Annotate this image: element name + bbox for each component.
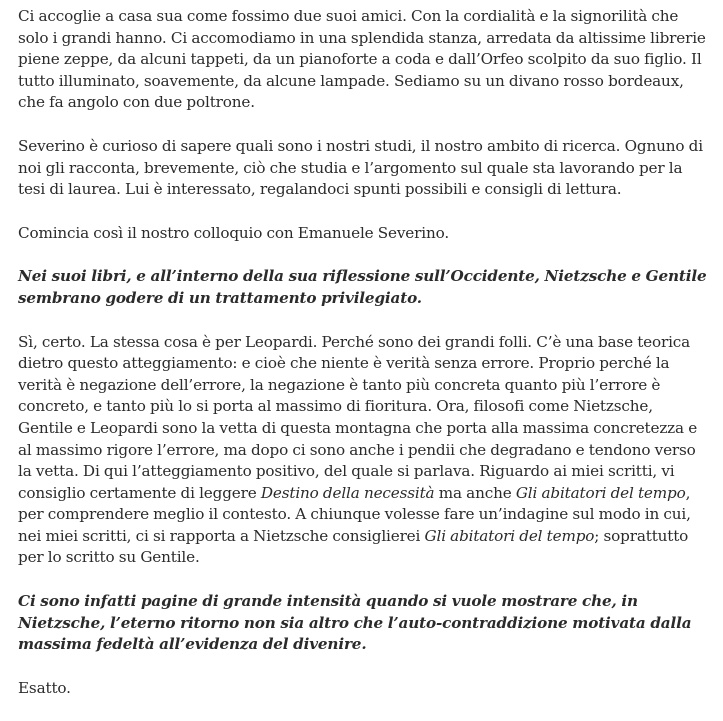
answer-text-2: ma anche <box>434 483 516 502</box>
answer-text-3: , per comprendere meglio il contesto. A chiunque volesse fare un’indagine sul modo in cui, nei miei scritti, ci si rapporta a Nietzsche consiglierei <box>18 483 691 545</box>
interview-question-1: Nei suoi libri, e all’interno della sua riflessione sull’Occidente, Nietzsche e Gentile sembrano godere di un trattamento privilegiato. <box>18 267 707 307</box>
context-paragraph: Severino è curioso di sapere quali sono i nostri studi, il nostro ambito di ricerca. Ognuno di noi gli racconta, brevemente, ciò che studia e l’argomento sul quale sta lavorando per la tesi di laurea. Lui è interessato, regalandoci spunti possibili e consigli di lettura. <box>18 136 703 199</box>
answer-text-4: ; soprattutto per lo scritto su Gentile. <box>18 526 689 567</box>
answer-text-1: Sì, certo. La stessa cosa è per Leopardi. Perché sono dei grandi folli. C’è una base teorica dietro questo atteggiamento: e cioè che niente è verità senza errore. Proprio perché la verità è negazione dell’errore, la negazione è tanto più concreta quanto più l’errore è concreto, e tanto più lo si porta al massimo di fioritura. Ora, filosofi come Nietzsche, Gentile e Leopardi sono la vetta di questa montagna che porta alla massima concretezza e al massimo rigore l’errore, ma dopo ci sono anche i pendii che degradano e tendono verso la vetta. Di qui l’atteggiamento positivo, del quale si parlava. Riguardo ai miei scritti, vi consiglio certamente di leggere <box>18 332 698 502</box>
interview-question-2: Ci sono infatti pagine di grande intensità quando si vuole mostrare che, in Nietzsche, l’eterno ritorno non sia altro che l’auto-contraddizione motivata dalla massima fedeltà all’evidenza del divenire. <box>18 592 692 654</box>
transition-paragraph: Comincia così il nostro colloquio con Emanuele Severino. <box>18 223 450 242</box>
book-title-abitatori-repeat: Gli abitatori del tempo <box>424 526 595 545</box>
book-title-destino: Destino della necessità <box>260 483 435 502</box>
interview-answer-2: Esatto. <box>18 678 71 697</box>
article-body <box>18 6 708 721</box>
intro-paragraph: Ci accoglie a casa sua come fossimo due suoi amici. Con la cordialità e la signorilità che solo i grandi hanno. Ci accomodiamo in una splendida stanza, arredata da altissime librerie piene zeppe, da alcuni tappeti, da un pianoforte a coda e dall’Orfeo scolpito da suo figlio. Il tutto illuminato, soavemente, da alcune lampade. Sediamo su un divano rosso bordeaux, che fa angolo con due poltrone. <box>18 7 706 112</box>
book-title-abitatori: Gli abitatori del tempo <box>515 483 686 502</box>
interview-answer-1 <box>18 332 708 570</box>
